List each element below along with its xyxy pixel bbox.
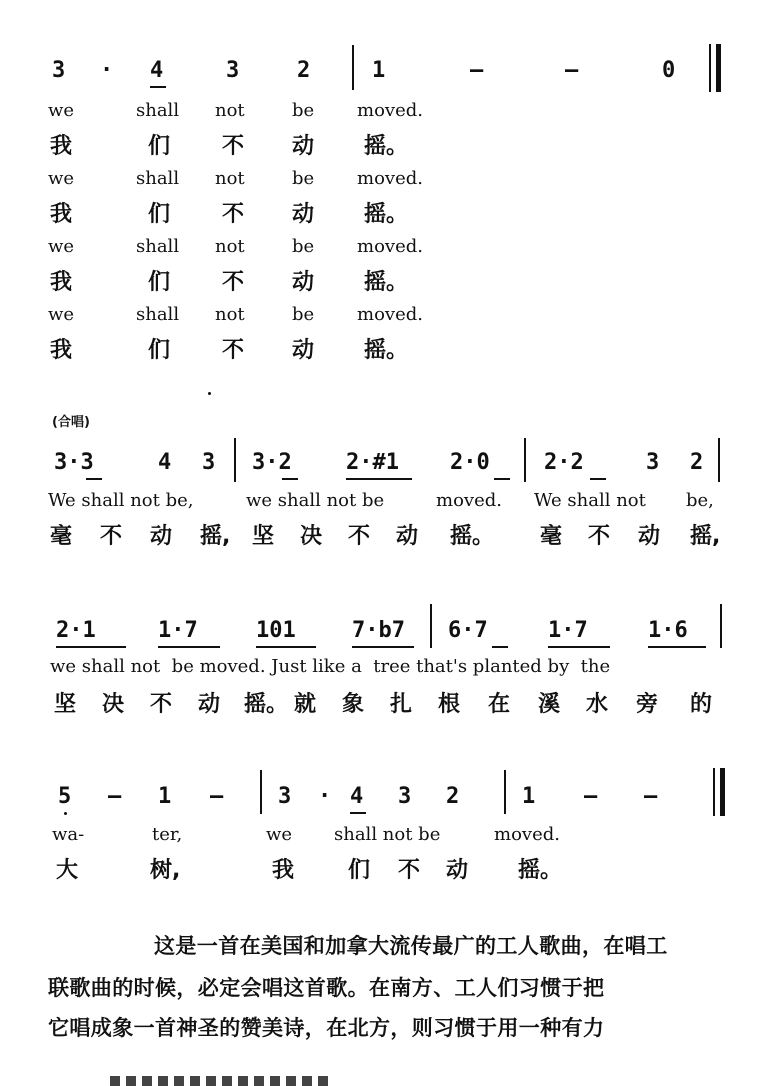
lyric-zh: 动 <box>446 858 469 883</box>
note-group: 1·7 <box>158 618 198 643</box>
lyric-en: moved. <box>357 100 423 121</box>
note-group: 3·3 <box>54 450 94 475</box>
final-bar-thick <box>716 44 721 92</box>
lyric-zh: 我 <box>50 270 73 295</box>
lyric-en: not <box>215 304 245 325</box>
lyric-zh: 我 <box>272 858 295 883</box>
paragraph-line: 联歌曲的时候，必定会唱这首歌。在南方、工人们习惯于把 <box>48 976 605 1000</box>
note: 2 <box>446 784 460 809</box>
lyric-zh: 们 <box>148 270 171 295</box>
note: 3 <box>226 58 240 83</box>
lyric-en: moved. <box>357 168 423 189</box>
lyric-zh: 摇, <box>690 524 721 549</box>
lyric-en: be <box>292 304 315 325</box>
lyric-zh: 摇。 <box>364 202 409 227</box>
bar-line <box>234 438 236 482</box>
lyric-en: we <box>48 100 75 121</box>
lyric-en: shall <box>136 236 180 257</box>
underline <box>350 812 366 814</box>
lyric-zh: 大 <box>56 858 79 883</box>
lyric-zh: 旁 <box>636 692 659 717</box>
lyric-zh: 摇, <box>200 524 231 549</box>
cut-off-text-line <box>110 1076 330 1086</box>
underline <box>282 478 298 480</box>
lyric-zh: 摇。 <box>364 338 409 363</box>
lyric-en: We shall not be, <box>48 490 194 511</box>
lyric-zh: 们 <box>348 858 371 883</box>
lyric-en: we <box>266 824 293 845</box>
low-octave-dot <box>64 812 67 815</box>
note: 4 <box>350 784 364 809</box>
lyric-en: not <box>215 236 245 257</box>
note-group: 3·2 <box>252 450 292 475</box>
note: 3 <box>646 450 660 475</box>
lyric-zh: 们 <box>148 202 171 227</box>
lyric-zh: 动 <box>292 270 315 295</box>
note-dash: – <box>210 784 224 809</box>
note: 2 <box>297 58 311 83</box>
lyric-zh: 动 <box>292 134 315 159</box>
lyric-zh: 不 <box>222 202 245 227</box>
lyric-zh: 动 <box>150 524 173 549</box>
underline <box>590 478 606 480</box>
bar-line <box>352 45 354 90</box>
lyric-en: moved. <box>357 304 423 325</box>
underline <box>158 646 220 648</box>
note: 1 <box>158 784 172 809</box>
bar-line <box>524 438 526 482</box>
underline <box>352 646 414 648</box>
bar-line <box>718 438 720 482</box>
lyric-en: ter, <box>152 824 183 845</box>
stray-dot <box>208 392 211 395</box>
lyric-en: be <box>292 100 315 121</box>
lyric-zh: 动 <box>198 692 221 717</box>
bar-line <box>504 770 506 814</box>
lyric-zh: 们 <box>148 338 171 363</box>
note-group: 1·7 <box>548 618 588 643</box>
lyric-zh: 坚 <box>252 524 275 549</box>
note: 1 <box>372 58 386 83</box>
note: 3 <box>278 784 292 809</box>
note: 4 <box>158 450 172 475</box>
underline <box>492 646 508 648</box>
final-bar-thin <box>713 768 715 816</box>
underline <box>494 478 510 480</box>
note: 1 <box>522 784 536 809</box>
lyric-zh: 就 <box>294 692 317 717</box>
note: 4 <box>150 58 164 83</box>
lyric-en: be, <box>686 490 714 511</box>
lyric-zh: 摇。 <box>518 858 563 883</box>
note-group: 7·b7 <box>352 618 405 643</box>
lyric-zh: 决 <box>102 692 125 717</box>
note-dash: – <box>644 784 658 809</box>
lyric-en: we shall not be <box>246 490 385 511</box>
note-dash: – <box>584 784 598 809</box>
lyric-zh: 我 <box>50 202 73 227</box>
note-group: 2·2 <box>544 450 584 475</box>
underline <box>86 478 102 480</box>
lyric-zh: 不 <box>150 692 173 717</box>
lyric-zh: 摇。 <box>244 692 289 717</box>
lyric-en: we <box>48 168 75 189</box>
lyric-en: moved. <box>436 490 502 511</box>
underline <box>256 646 316 648</box>
lyric-zh: 动 <box>396 524 419 549</box>
note-dot: · <box>100 58 114 83</box>
underline <box>548 646 610 648</box>
lyric-zh: 不 <box>222 134 245 159</box>
lyric-zh: 动 <box>292 202 315 227</box>
note-dash: – <box>470 58 484 83</box>
note: 2 <box>690 450 704 475</box>
lyric-zh: 根 <box>438 692 461 717</box>
note-group: 2·0 <box>450 450 490 475</box>
underline <box>56 646 126 648</box>
note-group: 2·#1 <box>346 450 399 475</box>
lyric-zh: 的 <box>690 692 713 717</box>
paragraph-line: 这是一首在美国和加拿大流传最广的工人歌曲，在唱工 <box>154 934 668 958</box>
lyric-zh: 动 <box>638 524 661 549</box>
lyric-zh: 不 <box>100 524 123 549</box>
lyric-zh: 摇。 <box>364 270 409 295</box>
bar-line <box>720 604 722 648</box>
lyric-zh: 在 <box>488 692 511 717</box>
note-dot: · <box>318 784 332 809</box>
underline <box>150 86 166 88</box>
lyric-zh: 摇。 <box>450 524 495 549</box>
lyric-zh: 毫 <box>540 524 563 549</box>
note-dash: – <box>565 58 579 83</box>
lyric-zh: 我 <box>50 338 73 363</box>
lyric-zh: 摇。 <box>364 134 409 159</box>
note-group: 1·6 <box>648 618 688 643</box>
lyric-en: moved. <box>357 236 423 257</box>
lyric-zh: 象 <box>342 692 365 717</box>
lyric-zh: 毫 <box>50 524 73 549</box>
note-dash: – <box>108 784 122 809</box>
lyric-zh: 决 <box>300 524 323 549</box>
lyric-en: be <box>292 168 315 189</box>
underline <box>346 478 412 480</box>
lyric-zh: 不 <box>588 524 611 549</box>
lyric-zh: 扎 <box>390 692 413 717</box>
lyric-en: shall <box>136 304 180 325</box>
lyric-en: shall not be <box>334 824 441 845</box>
note: 3 <box>52 58 66 83</box>
lyric-en: shall <box>136 100 180 121</box>
note-group: 101 <box>256 618 296 643</box>
lyric-en: moved. <box>494 824 560 845</box>
note: 3 <box>202 450 216 475</box>
lyric-en: We shall not <box>534 490 646 511</box>
note-group: 2·1 <box>56 618 96 643</box>
bar-line <box>260 770 262 814</box>
final-bar-thick <box>720 768 725 816</box>
lyric-zh: 溪 <box>538 692 561 717</box>
lyric-zh: 水 <box>586 692 609 717</box>
lyric-zh: 们 <box>148 134 171 159</box>
lyric-zh: 不 <box>348 524 371 549</box>
note: 5 <box>58 784 72 809</box>
note: 3 <box>398 784 412 809</box>
note-group: 6·7 <box>448 618 488 643</box>
paragraph-line: 它唱成象一首神圣的赞美诗，在北方，则习惯于用一种有力 <box>48 1016 605 1040</box>
lyric-zh: 不 <box>398 858 421 883</box>
final-bar-thin <box>709 44 711 92</box>
lyric-en: not <box>215 100 245 121</box>
lyric-en: wa- <box>52 824 85 845</box>
chorus-label: (合唱) <box>52 415 90 430</box>
lyric-zh: 树, <box>150 858 181 883</box>
lyric-zh: 不 <box>222 338 245 363</box>
lyric-zh: 不 <box>222 270 245 295</box>
lyric-zh: 动 <box>292 338 315 363</box>
lyric-en: shall <box>136 168 180 189</box>
lyric-en: we <box>48 304 75 325</box>
lyric-zh: 坚 <box>54 692 77 717</box>
lyric-en: we shall not be moved. Just like a tree that's planted by the <box>50 656 611 677</box>
lyric-en: not <box>215 168 245 189</box>
note: 0 <box>662 58 676 83</box>
lyric-en: be <box>292 236 315 257</box>
underline <box>648 646 706 648</box>
lyric-en: we <box>48 236 75 257</box>
bar-line <box>430 604 432 648</box>
lyric-zh: 我 <box>50 134 73 159</box>
